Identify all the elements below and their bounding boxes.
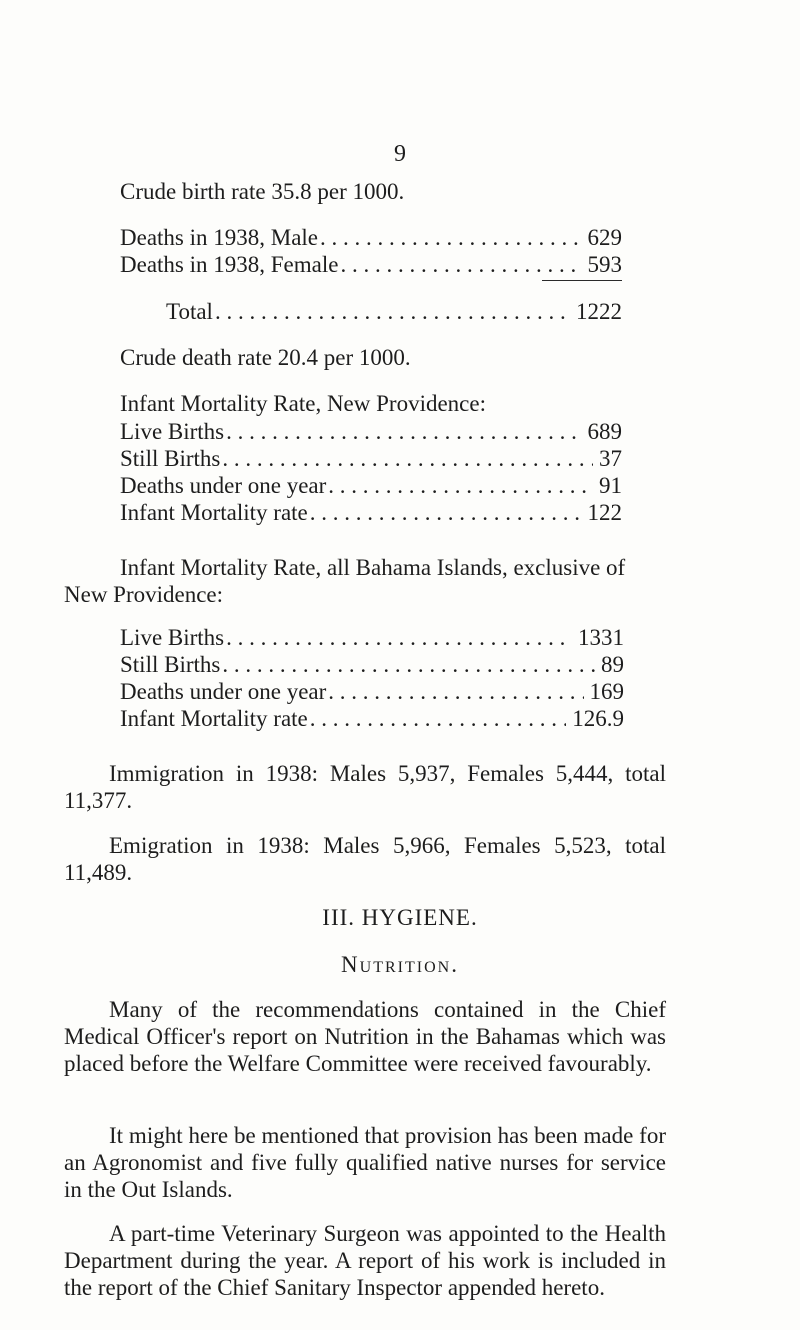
paragraph-text: A part-time Veterinary Surgeon was appointed to the Health Department during the year. A report of his work is included in the report of the Chief Sanitary Inspector appended hereto. xyxy=(64,1221,666,1300)
deaths-row-female xyxy=(120,251,622,278)
body-paragraph xyxy=(64,1220,666,1301)
body-paragraph xyxy=(64,1122,666,1203)
islands-row xyxy=(120,651,624,678)
dot-leader xyxy=(224,418,581,445)
immigration-text: Immigration in 1938: Males 5,937, Females 5,444, total 11,377. xyxy=(64,761,666,813)
deaths-row-male xyxy=(120,224,622,251)
sum-rule xyxy=(542,280,622,281)
row-value: 89 xyxy=(601,652,624,677)
dot-leader xyxy=(326,472,593,499)
emigration-text: Emigration in 1938: Males 5,966, Females 5,523, total 11,489. xyxy=(64,833,666,885)
dot-leader xyxy=(326,678,583,705)
row-label: Deaths under one year xyxy=(120,473,327,498)
nassau-row xyxy=(120,472,622,499)
total-label: Total xyxy=(166,299,213,324)
nassau-row xyxy=(120,418,622,445)
islands-row xyxy=(120,624,624,651)
deaths-row-label: Deaths in 1938, Female xyxy=(120,252,339,277)
birth-rate-line: Crude birth rate 35.8 per 1000. xyxy=(120,179,405,204)
deaths-row-label: Deaths in 1938, Male xyxy=(120,225,319,250)
deaths-total-row xyxy=(166,298,622,325)
row-label: Infant Mortality rate xyxy=(120,706,308,731)
islands-row xyxy=(120,705,624,732)
deaths-row-value: 593 xyxy=(587,252,622,277)
section-heading: III. HYGIENE. xyxy=(322,905,478,930)
emigration-paragraph xyxy=(64,832,666,886)
nassau-row xyxy=(120,499,622,526)
row-value: 122 xyxy=(587,500,622,525)
row-value: 126.9 xyxy=(572,706,624,731)
dot-leader xyxy=(220,445,593,472)
total-value: 1222 xyxy=(576,299,622,324)
body-paragraph xyxy=(64,996,666,1077)
dot-leader xyxy=(318,224,581,251)
nassau-row xyxy=(120,445,622,472)
dot-leader xyxy=(308,499,582,526)
paragraph-text: It might here be mentioned that provision has been made for an Agronomist and five fully qualified native nurses for service in the Out Islands. xyxy=(64,1123,666,1202)
row-value: 169 xyxy=(589,679,624,704)
row-label: Still Births xyxy=(120,446,221,471)
dot-leader xyxy=(213,298,570,325)
nassau-heading: Infant Mortality Rate, New Providence: xyxy=(120,391,486,416)
row-value: 37 xyxy=(599,446,622,471)
islands-row xyxy=(120,678,624,705)
row-label: Still Births xyxy=(120,652,221,677)
row-label: Live Births xyxy=(120,625,225,650)
row-label: Deaths under one year xyxy=(120,679,327,704)
row-label: Infant Mortality rate xyxy=(120,500,308,525)
row-value: 689 xyxy=(587,419,622,444)
islands-heading-line1: Infant Mortality Rate, all Bahama Islands, exclusive of xyxy=(120,555,626,580)
death-rate-line: Crude death rate 20.4 per 1000. xyxy=(120,345,411,370)
islands-heading-line2: New Providence: xyxy=(64,582,224,607)
deaths-row-value: 629 xyxy=(587,225,622,250)
row-value: 1331 xyxy=(578,625,624,650)
immigration-paragraph xyxy=(64,760,666,814)
subsection-heading: Nutrition. xyxy=(341,952,459,977)
dot-leader xyxy=(224,624,572,651)
row-value: 91 xyxy=(599,473,622,498)
dot-leader xyxy=(220,651,595,678)
row-label: Live Births xyxy=(120,419,225,444)
dot-leader xyxy=(338,251,581,278)
page-number: 9 xyxy=(394,141,406,167)
dot-leader xyxy=(308,705,566,732)
paragraph-text: Many of the recommendations contained in the Chief Medical Officer's report on Nutrition in the Bahamas which was placed before the Welfare Committee were received favourably. xyxy=(64,997,666,1076)
